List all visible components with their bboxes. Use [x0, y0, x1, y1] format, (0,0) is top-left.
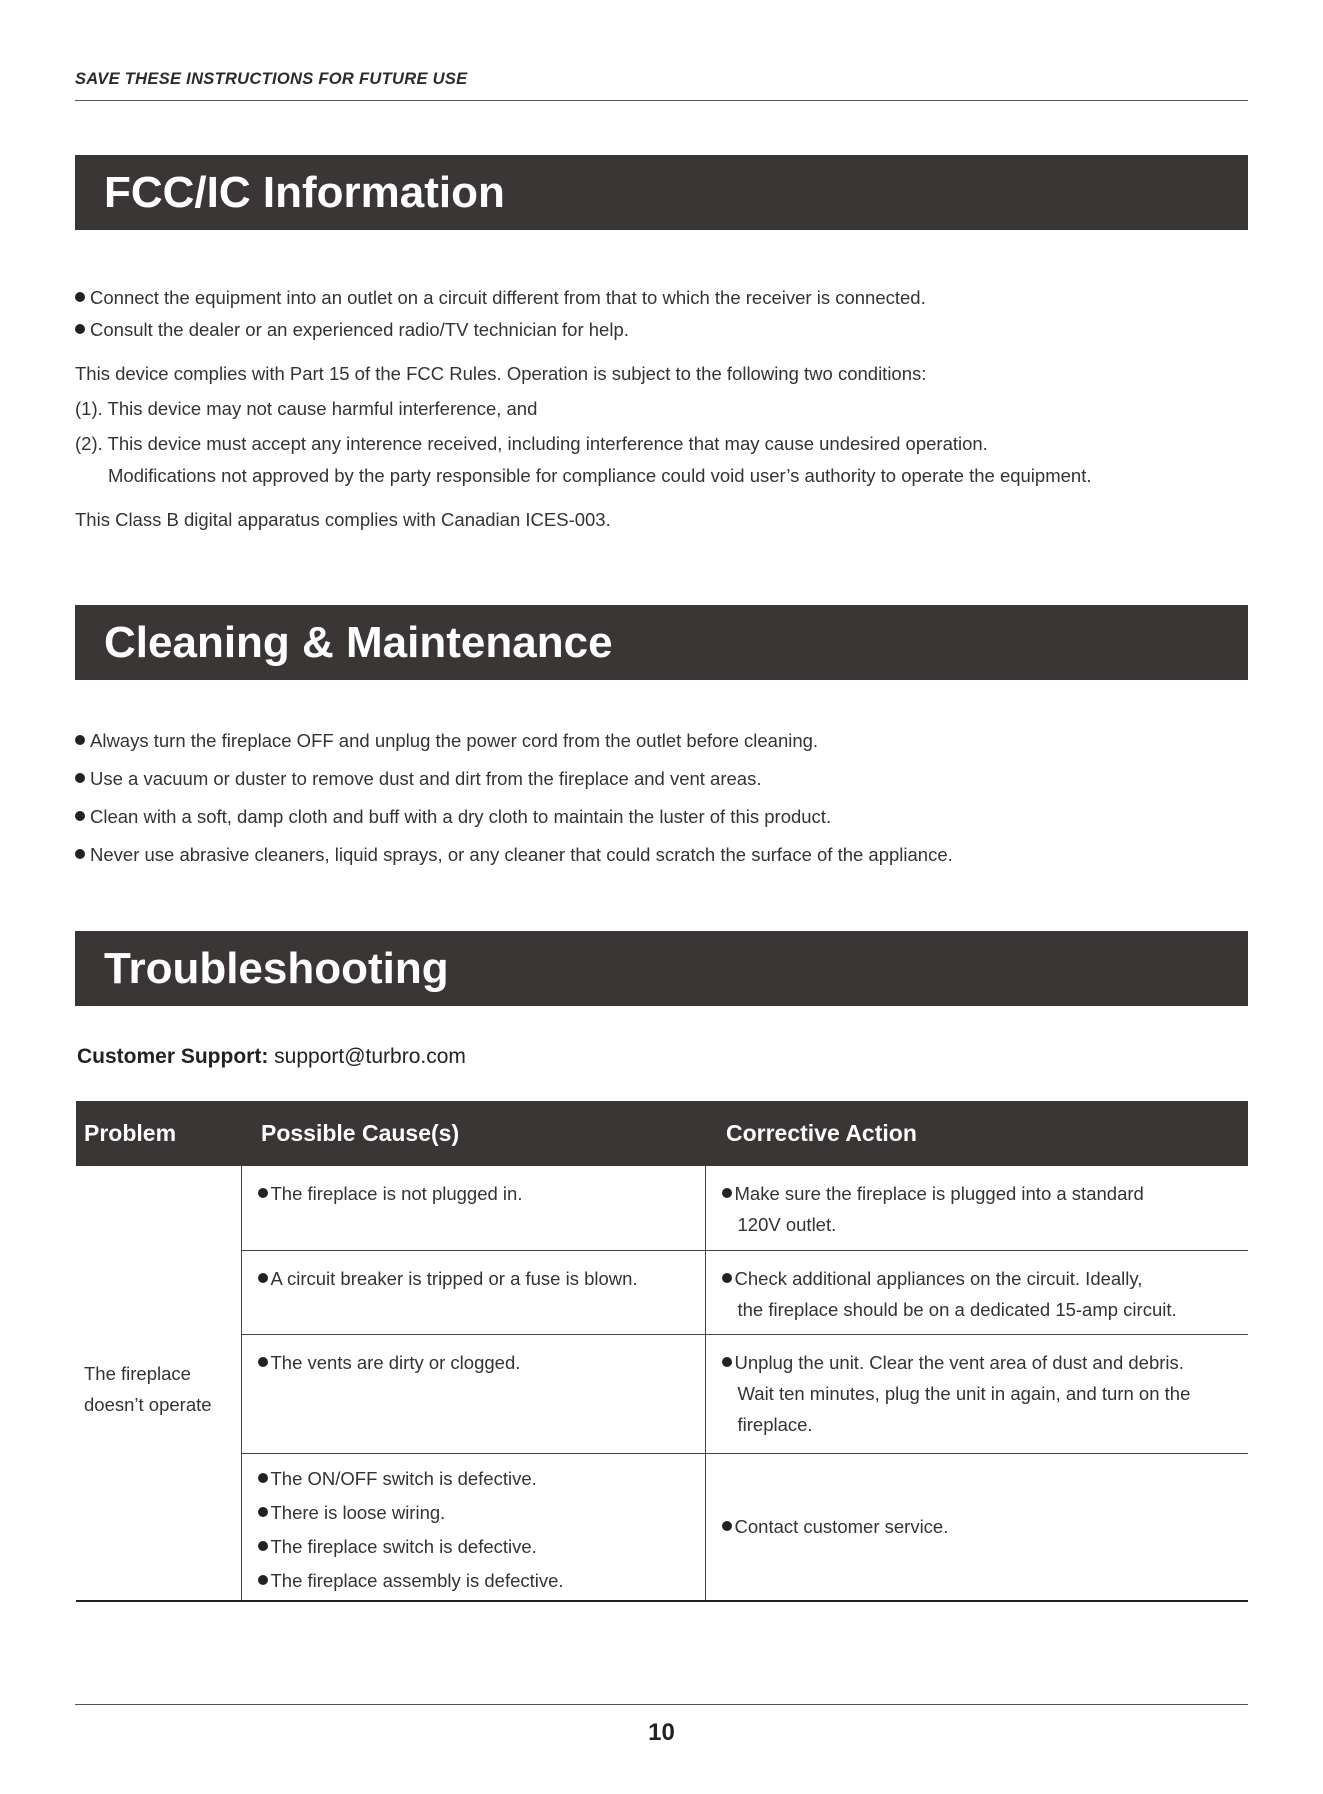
problem-cell: [76, 1166, 241, 1601]
fcc-bullet-text: Consult the dealer or an experienced radio/TV technician for help.: [90, 319, 629, 340]
cleaning-bullet-text: Always turn the fireplace OFF and unplug the power cord from the outlet before cleaning.: [90, 730, 819, 751]
bullet-icon: [75, 811, 85, 821]
action-text-continued: fireplace.: [737, 1413, 813, 1435]
action-text: Contact customer service.: [734, 1516, 949, 1538]
bullet-icon: [722, 1273, 732, 1283]
problem-text-line: doesn’t operate: [84, 1394, 212, 1415]
page-number: 10: [648, 1719, 675, 1746]
troubleshooting-section-title: Troubleshooting: [75, 931, 1248, 1006]
cause-text: A circuit breaker is tripped or a fuse is blown.: [270, 1267, 638, 1289]
cause-cell: [241, 1334, 705, 1453]
bullet-icon: [75, 735, 85, 745]
cleaning-bullet: [75, 768, 761, 790]
cleaning-section-title: Cleaning & Maintenance: [75, 605, 1248, 680]
fcc-compliance-paragraph: This device complies with Part 15 of the FCC Rules. Operation is subject to the following two conditions:: [75, 363, 927, 384]
bullet-icon: [258, 1507, 268, 1517]
action-text: Make sure the fireplace is plugged into a standard: [734, 1183, 1144, 1204]
cleaning-bullet: [75, 844, 953, 866]
header-rule: [75, 100, 1248, 101]
fcc-section-title: FCC/IC Information: [75, 155, 1248, 230]
bullet-icon: [258, 1273, 268, 1283]
fcc-condition-2: (2). This device must accept any interence received, including interference that may cause undesired operation.: [75, 433, 988, 454]
action-cell: [705, 1453, 1248, 1601]
cause-item: [258, 1564, 695, 1598]
table-row: [76, 1453, 1248, 1601]
cleaning-bullet-text: Use a vacuum or duster to remove dust and dirt from the fireplace and vent areas.: [90, 768, 762, 789]
table-row: [76, 1166, 1248, 1250]
action-cell: [705, 1166, 1248, 1250]
table-header-row: [76, 1101, 1248, 1166]
fcc-bullet: [75, 287, 926, 309]
bullet-icon: [75, 324, 85, 334]
action-text-continued: the fireplace should be on a dedicated 15-amp circuit.: [737, 1298, 1177, 1320]
action-text: Check additional appliances on the circuit. Ideally,: [734, 1267, 1143, 1289]
cause-text: The fireplace switch is defective.: [270, 1535, 537, 1557]
cause-cell: [241, 1250, 705, 1334]
cause-cell: [241, 1453, 705, 1601]
cause-text: The ON/OFF switch is defective.: [270, 1467, 537, 1489]
bullet-icon: [75, 849, 85, 859]
bullet-icon: [722, 1188, 732, 1198]
cause-item: [258, 1347, 695, 1378]
action-item: [722, 1511, 1239, 1542]
header-note: SAVE THESE INSTRUCTIONS FOR FUTURE USE: [75, 70, 468, 88]
action-cell: [705, 1334, 1248, 1453]
troubleshooting-table: [76, 1101, 1248, 1602]
bullet-icon: [258, 1575, 268, 1585]
footer-rule: [75, 1704, 1248, 1705]
header-possible-causes: Possible Cause(s): [241, 1101, 705, 1166]
problem-text-line: The fireplace: [84, 1363, 191, 1384]
fcc-class-b-note: This Class B digital apparatus complies with Canadian ICES-003.: [75, 509, 611, 530]
fcc-condition-1: (1). This device may not cause harmful interference, and: [75, 398, 538, 419]
cause-item: [258, 1462, 695, 1496]
fcc-modifications-note: Modifications not approved by the party responsible for compliance could void user’s authority to operate the equipment.: [108, 465, 1092, 486]
action-item: [722, 1263, 1239, 1294]
cause-item: [258, 1496, 695, 1530]
bullet-icon: [722, 1521, 732, 1531]
fcc-bullet-text: Connect the equipment into an outlet on a circuit different from that to which the receiver is connected.: [90, 287, 926, 308]
action-item: [722, 1347, 1239, 1378]
header-corrective-action: Corrective Action: [705, 1101, 1248, 1166]
bullet-icon: [258, 1357, 268, 1367]
table-row: [76, 1250, 1248, 1334]
bullet-icon: [722, 1357, 732, 1367]
fcc-bullet: [75, 319, 629, 341]
bullet-icon: [258, 1473, 268, 1483]
cause-text: The vents are dirty or clogged.: [270, 1351, 521, 1373]
cause-item: [258, 1530, 695, 1564]
cause-item: [258, 1178, 695, 1209]
cause-text: The fireplace is not plugged in.: [270, 1183, 523, 1204]
action-text-continued: Wait ten minutes, plug the unit in again, and turn on the: [737, 1382, 1191, 1404]
bullet-icon: [75, 773, 85, 783]
bullet-icon: [258, 1188, 268, 1198]
customer-support: [77, 1045, 466, 1069]
header-problem: Problem: [76, 1101, 241, 1166]
cleaning-bullet: [75, 806, 831, 828]
bullet-icon: [258, 1541, 268, 1551]
cause-item: [258, 1263, 695, 1294]
support-email[interactable]: support@turbro.com: [274, 1045, 466, 1068]
action-text: Unplug the unit. Clear the vent area of dust and debris.: [734, 1351, 1184, 1373]
cause-text: There is loose wiring.: [270, 1501, 446, 1523]
cleaning-bullet-text: Never use abrasive cleaners, liquid sprays, or any cleaner that could scratch the surface of the appliance.: [90, 844, 953, 865]
cleaning-bullet-text: Clean with a soft, damp cloth and buff with a dry cloth to maintain the luster of this product.: [90, 806, 832, 827]
bullet-icon: [75, 292, 85, 302]
table-row: [76, 1334, 1248, 1453]
customer-support-label: Customer Support:: [77, 1045, 269, 1068]
action-text-continued: 120V outlet.: [737, 1214, 837, 1235]
cause-cell: [241, 1166, 705, 1250]
cleaning-bullet: [75, 730, 818, 752]
action-item: [722, 1178, 1239, 1209]
action-cell: [705, 1250, 1248, 1334]
cause-text: The fireplace assembly is defective.: [270, 1569, 564, 1591]
